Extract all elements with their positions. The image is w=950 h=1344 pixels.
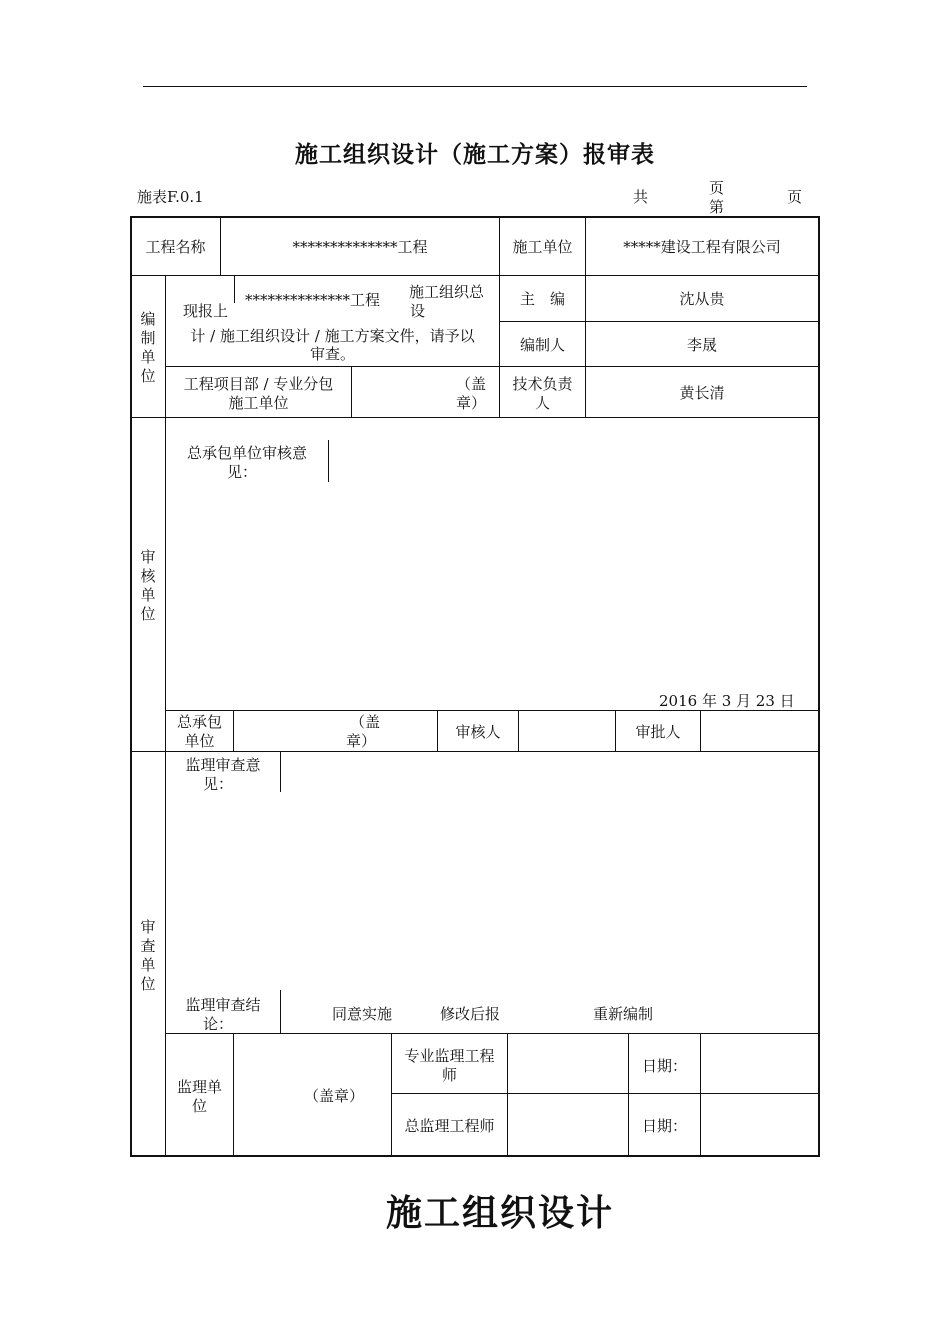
report-line-3: 审查。 xyxy=(309,345,355,363)
inspect-seal: （盖章） xyxy=(303,1087,364,1105)
inspect-opinion-label-1: 监理审查意 xyxy=(185,756,261,774)
project-name-value: **************工程 xyxy=(292,238,428,256)
inspect-opinion-label-2: 见： xyxy=(202,775,233,793)
review-section-label: 审核单位 xyxy=(140,548,156,623)
chief-editor-value: 沈从贵 xyxy=(679,290,725,308)
dept-label-2: 施工单位 xyxy=(228,394,289,412)
report-doc-type-2: 设 xyxy=(410,302,426,320)
date-label-2: 日期： xyxy=(642,1117,688,1135)
page-current-label: 第 xyxy=(709,198,725,216)
header-rule xyxy=(143,86,807,87)
report-project: **************工程 xyxy=(245,291,381,309)
gc-label-2: 单位 xyxy=(184,732,215,750)
chief-editor-label: 主 编 xyxy=(519,290,565,308)
page-unit-top: 页 xyxy=(709,179,725,197)
approver-label: 审批人 xyxy=(635,723,681,741)
review-seal-2: 章） xyxy=(346,732,377,750)
contractor-value: *****建设工程有限公司 xyxy=(623,238,781,256)
tech-lead-label-1: 技术负责 xyxy=(512,375,573,393)
reviewer-label: 审核人 xyxy=(455,723,501,741)
page-total-label: 共 xyxy=(633,188,649,206)
specialist-label-2: 师 xyxy=(441,1066,457,1084)
review-opinion-label-2: 见： xyxy=(226,463,257,481)
option-redo: 重新编制 xyxy=(593,1005,654,1023)
dept-label-1: 工程项目部 / 专业分包 xyxy=(183,375,334,393)
tech-lead-label-2: 人 xyxy=(534,394,550,412)
form-code: 施表F.0.1 xyxy=(137,188,204,206)
review-seal-1: （盖 xyxy=(350,713,381,731)
report-doc-type-1: 施工组织总 xyxy=(409,283,485,301)
supervision-unit-label-2: 位 xyxy=(191,1097,207,1115)
review-date: 2016 年 3 月 23 日 xyxy=(659,692,795,710)
report-prefix: 现报上 xyxy=(183,302,229,320)
date-label-1: 日期： xyxy=(642,1057,688,1075)
chief-supervisor-label: 总监理工程师 xyxy=(404,1117,495,1135)
option-revise: 修改后报 xyxy=(440,1005,501,1023)
contractor-label: 施工单位 xyxy=(512,238,573,256)
inspect-section-label: 审查单位 xyxy=(140,918,156,993)
tech-lead-value: 黄长清 xyxy=(679,384,725,402)
compile-seal-2: 章） xyxy=(456,394,487,412)
project-name-label: 工程名称 xyxy=(145,238,206,256)
option-agree: 同意实施 xyxy=(332,1005,393,1023)
specialist-label-1: 专业监理工程 xyxy=(404,1047,495,1065)
review-opinion-label-1: 总承包单位审核意 xyxy=(186,444,307,462)
conclusion-label-1: 监理审查结 xyxy=(185,996,261,1014)
gc-label-1: 总承包 xyxy=(176,713,222,731)
compile-seal-1: （盖 xyxy=(456,375,487,393)
editor-label: 编制人 xyxy=(519,336,565,354)
report-line-2: 计 / 施工组织设计 / 施工方案文件，请予以 xyxy=(190,327,475,345)
editor-value: 李晟 xyxy=(686,336,717,354)
compile-section-label: 编制单位 xyxy=(140,310,156,385)
section-heading: 施工组织设计 xyxy=(385,1193,614,1234)
supervision-unit-label-1: 监理单 xyxy=(176,1078,222,1096)
form-title: 施工组织设计（施工方案）报审表 xyxy=(295,142,655,168)
page-unit-right: 页 xyxy=(787,188,803,206)
conclusion-label-2: 论： xyxy=(202,1015,233,1033)
